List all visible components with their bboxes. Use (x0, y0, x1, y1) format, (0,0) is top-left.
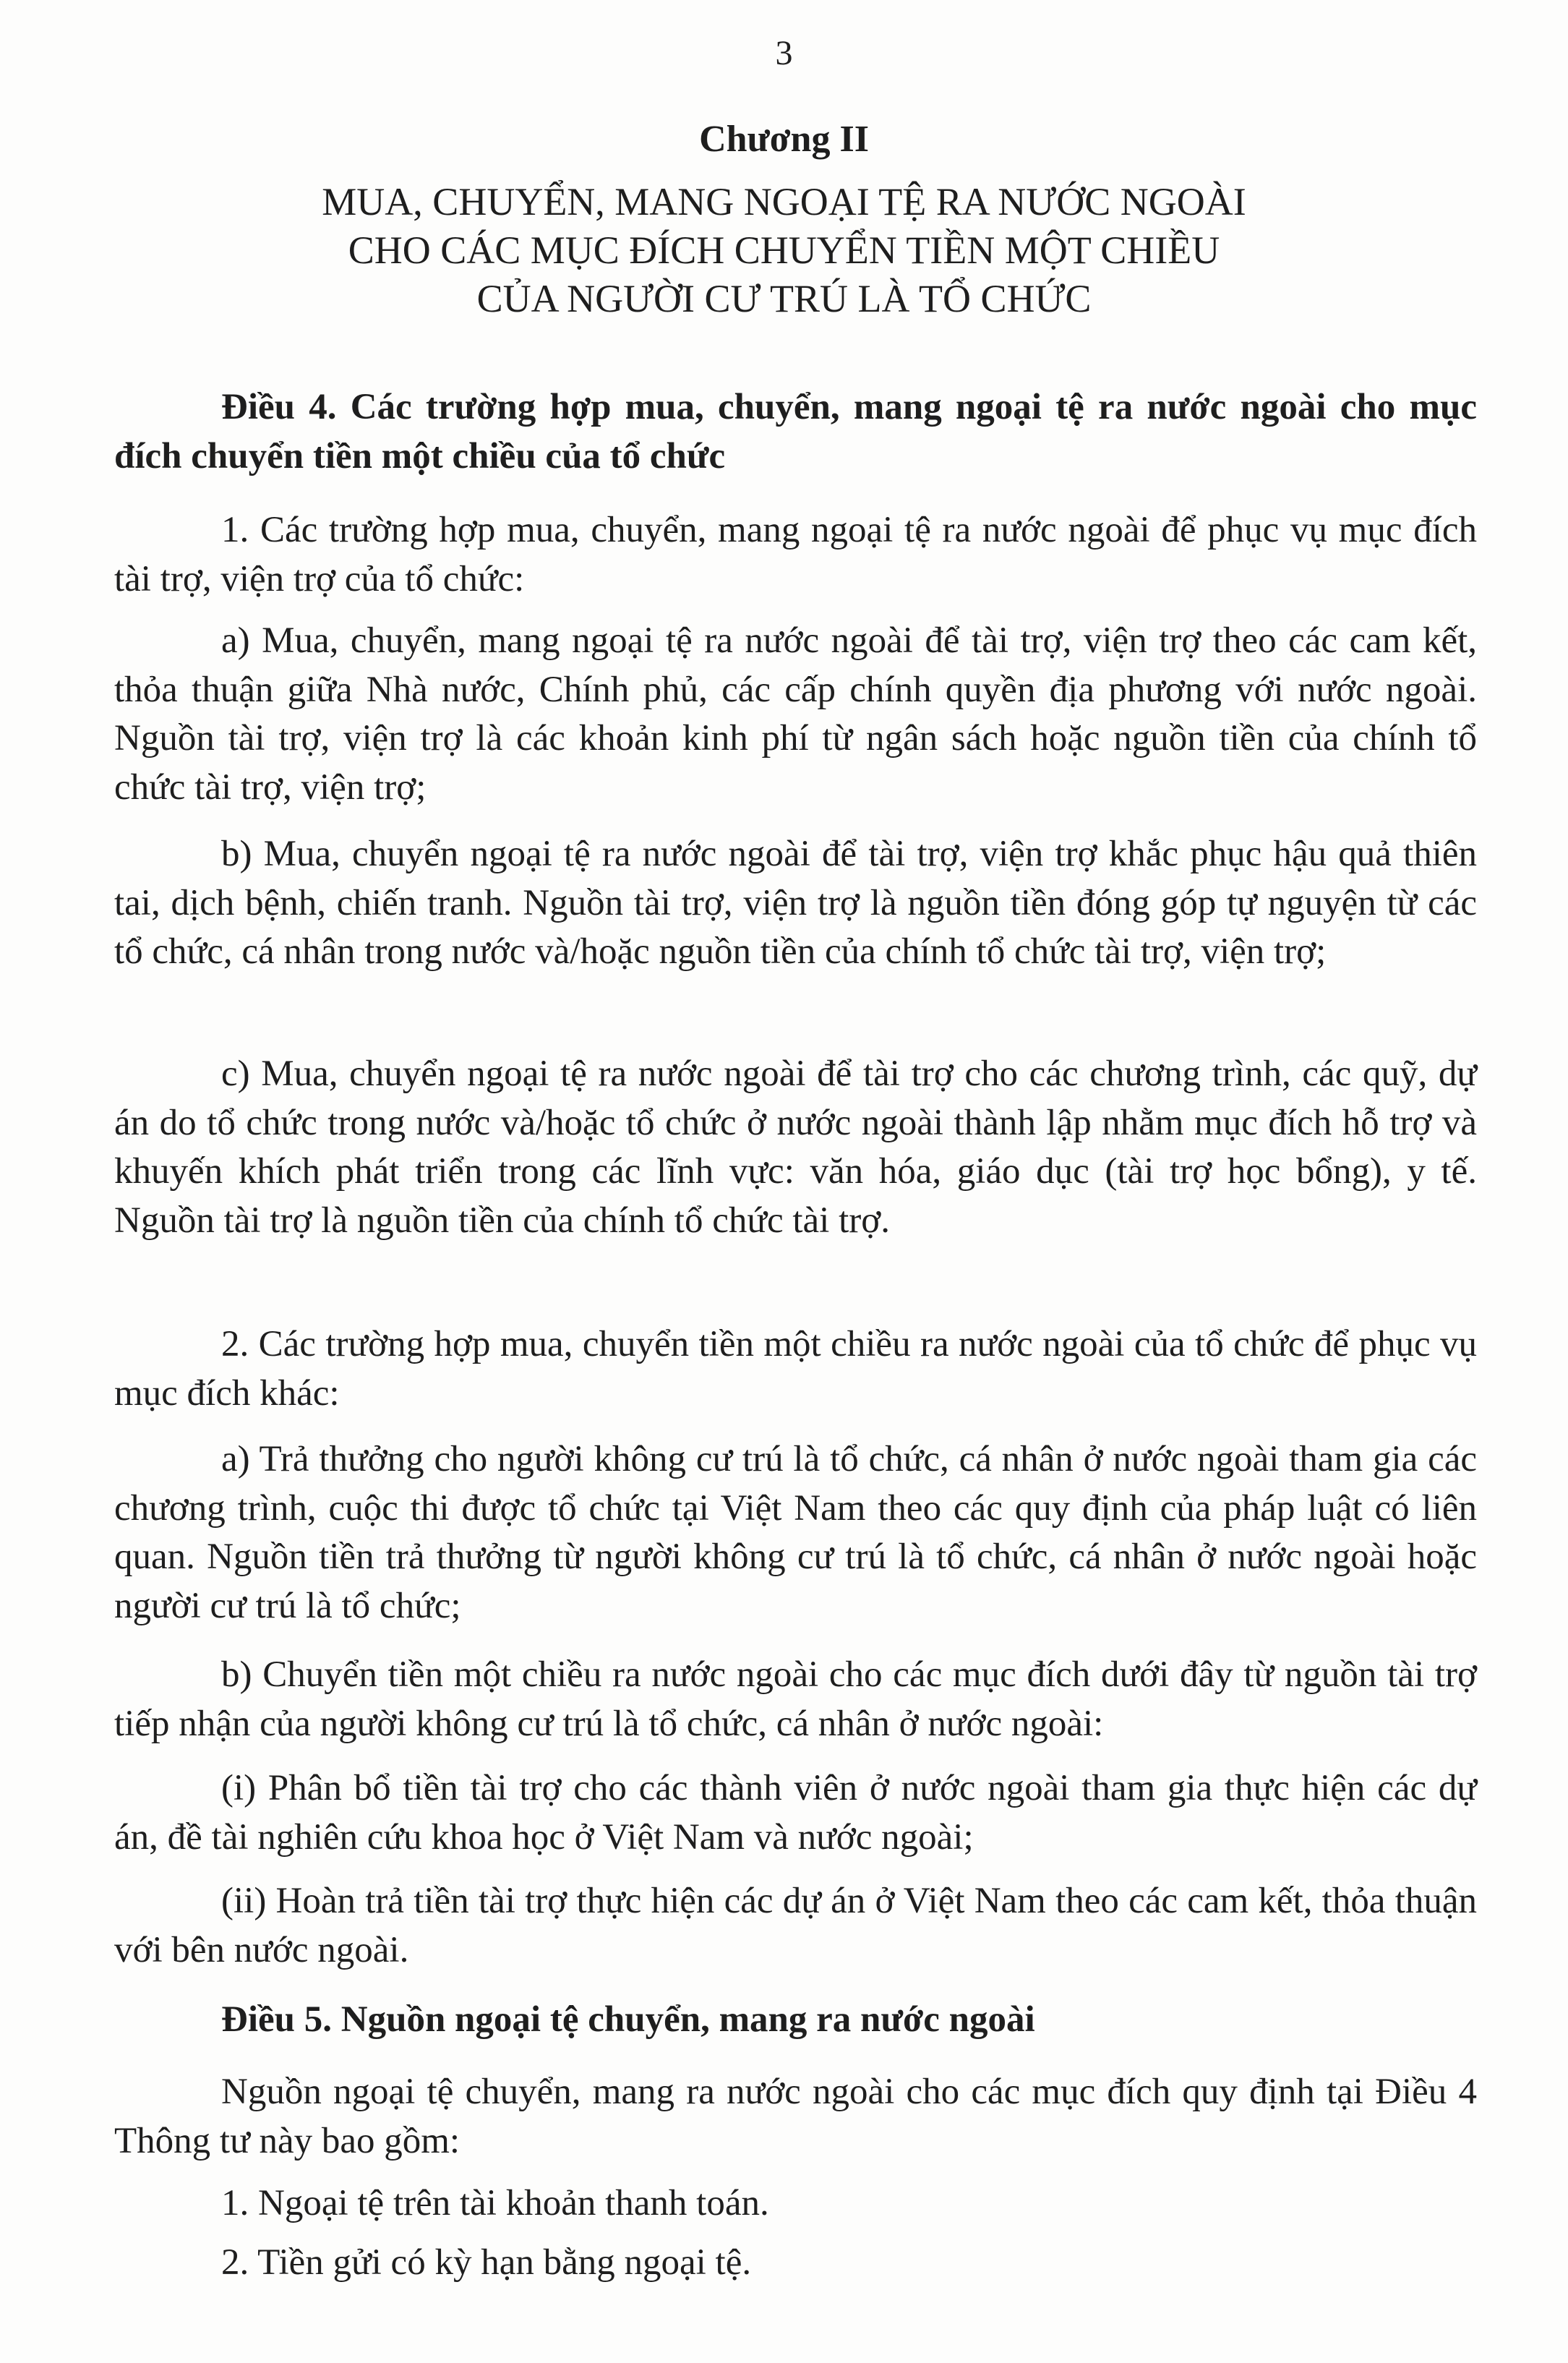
article-5-heading: Điều 5. Nguồn ngoại tệ chuyển, mang ra nước ngoài (221, 1999, 1035, 2040)
article-5-intro: Nguồn ngoại tệ chuyển, mang ra nước ngoài cho các mục đích quy định tại Điều 4 Thông tư này bao gồm: (114, 2072, 1477, 2161)
article-5-item-2: 2. Tiền gửi có kỳ hạn bằng ngoại tệ. (221, 2242, 752, 2283)
chapter-label: Chương II (699, 119, 869, 160)
chapter-title-line: CỦA NGƯỜI CƯ TRÚ LÀ TỔ CHỨC (476, 277, 1092, 320)
article-4-item-1c: c) Mua, chuyển ngoại tệ ra nước ngoài để tài trợ cho các chương trình, các quỹ, dự án do tổ chức trong nước và/hoặc tổ chức ở nước ngoài thành lập nhằm mục đích hỗ trợ và khuyến khích phát triển trong các lĩnh vực: văn hóa, giáo dục (tài trợ học bổng), y tế. Nguồn tài trợ là nguồn tiền của chính tổ chức tài trợ. (114, 1054, 1477, 1241)
article-5-item-1: 1. Ngoại tệ trên tài khoản thanh toán. (221, 2183, 769, 2223)
article-4-paragraph-2: 2. Các trường hợp mua, chuyển tiền một chiều ra nước ngoài của tổ chức để phục vụ mục đích khác: (114, 1324, 1477, 1414)
article-4-item-1a: a) Mua, chuyển, mang ngoại tệ ra nước ngoài để tài trợ, viện trợ theo các cam kết, thỏa thuận giữa Nhà nước, Chính phủ, các cấp chính quyền địa phương với nước ngoài. Nguồn tài trợ, viện trợ là các khoản kinh phí từ ngân sách hoặc nguồn tiền của chính tổ chức tài trợ, viện trợ; (114, 620, 1477, 808)
article-4-item-1b: b) Mua, chuyển ngoại tệ ra nước ngoài để tài trợ, viện trợ khắc phục hậu quả thiên tai, dịch bệnh, chiến tranh. Nguồn tài trợ, viện trợ là nguồn tiền đóng góp tự nguyện từ các tổ chức, cá nhân trong nước và/hoặc nguồn tiền của chính tổ chức tài trợ, viện trợ; (114, 834, 1477, 972)
article-4-heading: Điều 4. Các trường hợp mua, chuyển, mang ngoại tệ ra nước ngoài cho mục đích chuyển tiền một chiều của tổ chức (114, 387, 1477, 477)
article-4-paragraph-1: 1. Các trường hợp mua, chuyển, mang ngoại tệ ra nước ngoài để phục vụ mục đích tài trợ, viện trợ của tổ chức: (114, 510, 1477, 599)
article-4-item-2b-i: (i) Phân bổ tiền tài trợ cho các thành viên ở nước ngoài tham gia thực hiện các dự án, đề tài nghiên cứu khoa học ở Việt Nam và nước ngoài; (114, 1768, 1477, 1858)
article-4-item-2b-ii: (ii) Hoàn trả tiền tài trợ thực hiện các dự án ở Việt Nam theo các cam kết, thỏa thuận với bên nước ngoài. (114, 1881, 1477, 1970)
article-4-item-2b: b) Chuyển tiền một chiều ra nước ngoài cho các mục đích dưới đây từ nguồn tài trợ tiếp nhận của người không cư trú là tổ chức, cá nhân ở nước ngoài: (114, 1654, 1477, 1744)
chapter-title-line: CHO CÁC MỤC ĐÍCH CHUYỂN TIỀN MỘT CHIỀU (348, 228, 1220, 272)
page-number: 3 (775, 34, 793, 72)
chapter-title-line: MUA, CHUYỂN, MANG NGOẠI TỆ RA NƯỚC NGOÀI (322, 180, 1246, 223)
chapter-title (0, 178, 1568, 323)
article-4-item-2a: a) Trả thưởng cho người không cư trú là tổ chức, cá nhân ở nước ngoài tham gia các chương trình, cuộc thi được tổ chức tại Việt Nam theo các quy định của pháp luật có liên quan. Nguồn tiền trả thưởng từ người không cư trú là tổ chức, cá nhân ở nước ngoài hoặc người cư trú là tổ chức; (114, 1439, 1477, 1626)
